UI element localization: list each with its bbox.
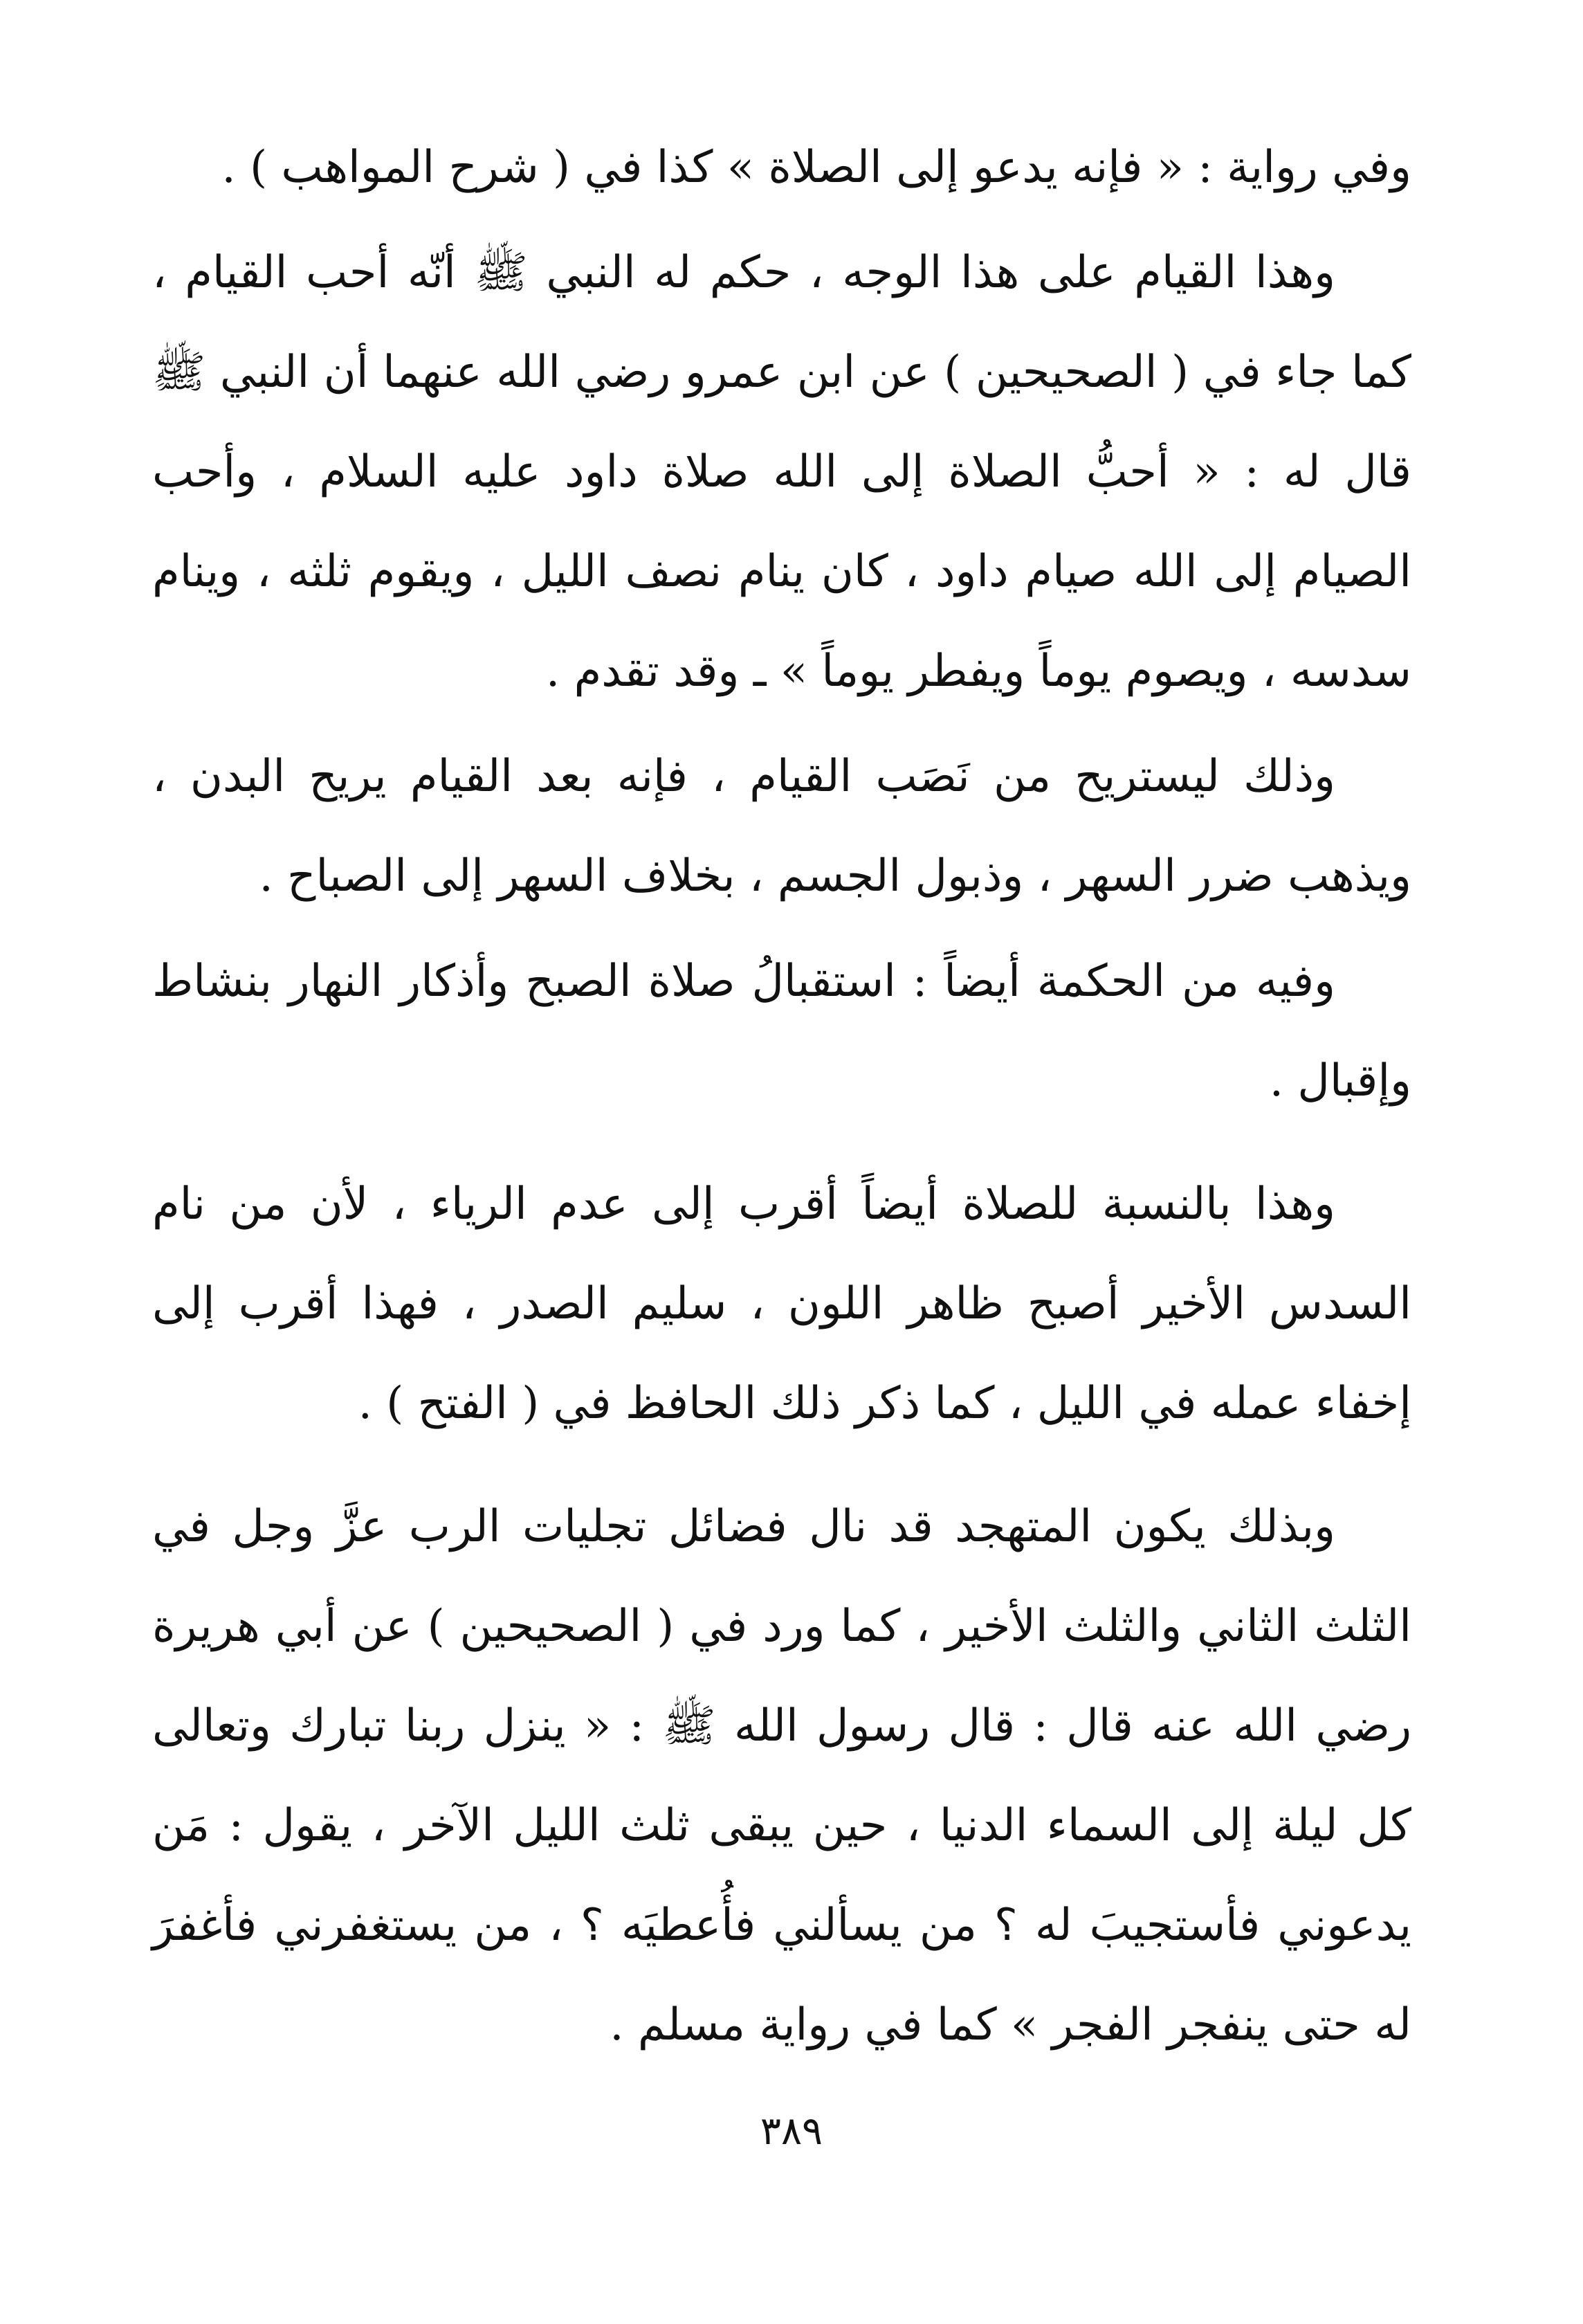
paragraph-3: وذلك ليستريح من نَصَب القيام ، فإنه بعد القيام يريح البدن ، ويذهب ضرر السهر ، وذبول الجسم ، بخلاف السهر إلى الصباح . [152,751,1411,902]
paragraph-5: وهذا بالنسبة للصلاة أيضاً أقرب إلى عدم الرياء ، لأن من نام السدس الأخير أصبح ظاهر اللون ، سليم الصدر ، فهذا أقرب إلى إخفاء عمله في الليل ، كما ذكر ذلك الحافظ في ( الفتح ) . [152,1179,1411,1429]
page-number: ٣٨٩ [760,2109,823,2154]
paragraph-6: وبذلك يكون المتهجد قد نال فضائل تجليات الرب عزَّ وجل في الثلث الثاني والثلث الأخير ، كما ورد في ( الصحيحين ) عن أبي هريرة رضي الله عنه قال : قال رسول الله ﷺ : « ينزل ربنا تبارك وتعالى كل ليلة إلى السماء الدنيا ، حين يبقى ثلث الليل الآخر ، يقول : مَن يدعوني فأستجيبَ له ؟ من يسألني فأُعطيَه ؟ ، من يستغفرني فأغفرَ له حتى ينفجر الفجر » كما في رواية مسلم . [152,1501,1411,2051]
paragraph-1: وفي رواية : « فإنه يدعو إلى الصلاة » كذا في ( شرح المواهب ) . [221,142,1411,193]
paragraph-2: وهذا القيام على هذا الوجه ، حكم له النبي ﷺ أنّه أحب القيام ، كما جاء في ( الصحيحين ) عن ابن عمرو رضي الله عنهما أن النبي ﷺ قال له : « أحبُّ الصلاة إلى الله صلاة داود عليه السلام ، وأحب الصيام إلى الله صيام داود ، كان ينام نصف الليل ، ويقوم ثلثه ، وينام سدسه ، ويصوم يوماً ويفطر يوماً » ـ وقد تقدم . [152,247,1412,697]
body-text [152,118,1411,2075]
paragraph-4: وفيه من الحكمة أيضاً : استقبالُ صلاة الصبح وأذكار النهار بنشاط وإقبال . [152,956,1411,1107]
